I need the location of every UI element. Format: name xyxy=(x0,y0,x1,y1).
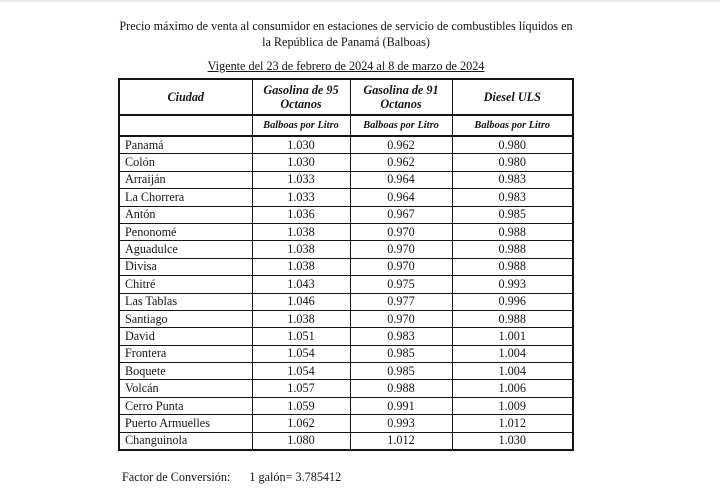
cell-ciudad: Frontera xyxy=(119,345,252,362)
scan-edge-shadow xyxy=(0,0,720,3)
cell-diesel-uls: 0.996 xyxy=(452,293,573,310)
cell-diesel-uls: 0.988 xyxy=(452,258,573,275)
cell-diesel-uls: 1.012 xyxy=(452,415,573,432)
cell-ciudad: Penonomé xyxy=(119,223,252,240)
cell-diesel-uls: 1.006 xyxy=(452,380,573,397)
cell-gasolina-91: 0.964 xyxy=(350,189,452,206)
cell-diesel-uls: 1.004 xyxy=(452,345,573,362)
cell-gasolina-91: 1.012 xyxy=(350,432,452,450)
table-body xyxy=(119,136,573,450)
cell-ciudad: Divisa xyxy=(119,258,252,275)
table-row xyxy=(119,206,573,223)
table-row xyxy=(119,171,573,188)
conversion-factor-line xyxy=(122,470,341,485)
document-validity-subtitle: Vigente del 23 de febrero de 2024 al 8 de marzo de 2024 xyxy=(207,59,485,73)
table-row xyxy=(119,397,573,414)
table-row xyxy=(119,276,573,293)
fuel-price-table xyxy=(118,78,574,451)
cell-gasolina-91: 0.988 xyxy=(350,380,452,397)
column-header-ciudad: Ciudad xyxy=(119,79,252,115)
cell-diesel-uls: 0.983 xyxy=(452,171,573,188)
cell-gasolina-91: 0.962 xyxy=(350,136,452,154)
cell-ciudad: Las Tablas xyxy=(119,293,252,310)
table-row xyxy=(119,293,573,310)
cell-diesel-uls: 0.985 xyxy=(452,206,573,223)
table-row xyxy=(119,363,573,380)
cell-gasolina-95: 1.043 xyxy=(252,276,350,293)
cell-gasolina-95: 1.033 xyxy=(252,171,350,188)
table-row xyxy=(119,189,573,206)
cell-ciudad: David xyxy=(119,328,252,345)
conversion-factor-label: Factor de Conversión: xyxy=(122,470,231,484)
cell-diesel-uls: 1.004 xyxy=(452,363,573,380)
cell-diesel-uls: 0.988 xyxy=(452,310,573,327)
cell-gasolina-95: 1.038 xyxy=(252,223,350,240)
document-title: Precio máximo de venta al consumidor en estaciones de servicio de combustibles líquidos en la República de Panamá (Balboas) xyxy=(119,19,573,49)
cell-gasolina-95: 1.038 xyxy=(252,258,350,275)
table-row xyxy=(119,258,573,275)
cell-gasolina-95: 1.059 xyxy=(252,397,350,414)
cell-gasolina-95: 1.057 xyxy=(252,380,350,397)
cell-gasolina-91: 0.964 xyxy=(350,171,452,188)
cell-gasolina-91: 0.985 xyxy=(350,345,452,362)
cell-gasolina-91: 0.970 xyxy=(350,258,452,275)
subheader-unit-gasolina-95: Balboas por Litro xyxy=(252,115,350,136)
cell-gasolina-95: 1.054 xyxy=(252,345,350,362)
cell-gasolina-95: 1.036 xyxy=(252,206,350,223)
cell-gasolina-91: 0.962 xyxy=(350,154,452,171)
table-row xyxy=(119,345,573,362)
cell-diesel-uls: 1.001 xyxy=(452,328,573,345)
cell-gasolina-95: 1.038 xyxy=(252,310,350,327)
header-row xyxy=(119,79,573,115)
table-row xyxy=(119,136,573,154)
unit-subheader-row xyxy=(119,115,573,136)
column-header-gasolina-95: Gasolina de 95 Octanos xyxy=(252,79,350,115)
cell-gasolina-91: 0.983 xyxy=(350,328,452,345)
cell-gasolina-91: 0.975 xyxy=(350,276,452,293)
conversion-factor-value: 1 galón= 3.785412 xyxy=(249,470,342,484)
cell-gasolina-95: 1.033 xyxy=(252,189,350,206)
cell-diesel-uls: 0.988 xyxy=(452,223,573,240)
subheader-unit-diesel-uls: Balboas por Litro xyxy=(452,115,573,136)
table-row xyxy=(119,241,573,258)
table-row xyxy=(119,310,573,327)
column-header-gasolina-91: Gasolina de 91 Octanos xyxy=(350,79,452,115)
cell-gasolina-91: 0.970 xyxy=(350,223,452,240)
cell-ciudad: Changuinola xyxy=(119,432,252,450)
subheader-unit-gasolina-91: Balboas por Litro xyxy=(350,115,452,136)
cell-diesel-uls: 0.988 xyxy=(452,241,573,258)
cell-ciudad: Colón xyxy=(119,154,252,171)
cell-ciudad: Chitré xyxy=(119,276,252,293)
table-row xyxy=(119,154,573,171)
cell-diesel-uls: 1.030 xyxy=(452,432,573,450)
table-header xyxy=(119,79,573,136)
cell-diesel-uls: 1.009 xyxy=(452,397,573,414)
column-header-diesel-uls: Diesel ULS xyxy=(452,79,573,115)
cell-ciudad: Volcán xyxy=(119,380,252,397)
cell-gasolina-95: 1.054 xyxy=(252,363,350,380)
cell-gasolina-95: 1.038 xyxy=(252,241,350,258)
table-row xyxy=(119,415,573,432)
cell-ciudad: Aguadulce xyxy=(119,241,252,258)
table-row xyxy=(119,380,573,397)
cell-gasolina-91: 0.993 xyxy=(350,415,452,432)
table-row xyxy=(119,328,573,345)
cell-ciudad: Puerto Armuelles xyxy=(119,415,252,432)
cell-gasolina-95: 1.062 xyxy=(252,415,350,432)
cell-gasolina-95: 1.051 xyxy=(252,328,350,345)
cell-ciudad: Cerro Punta xyxy=(119,397,252,414)
cell-gasolina-91: 0.991 xyxy=(350,397,452,414)
cell-gasolina-91: 0.970 xyxy=(350,310,452,327)
cell-diesel-uls: 0.993 xyxy=(452,276,573,293)
cell-ciudad: Boquete xyxy=(119,363,252,380)
cell-ciudad: Panamá xyxy=(119,136,252,154)
cell-ciudad: Antón xyxy=(119,206,252,223)
cell-diesel-uls: 0.980 xyxy=(452,154,573,171)
cell-gasolina-91: 0.967 xyxy=(350,206,452,223)
cell-ciudad: La Chorrera xyxy=(119,189,252,206)
table-row xyxy=(119,432,573,450)
cell-gasolina-91: 0.970 xyxy=(350,241,452,258)
cell-diesel-uls: 0.983 xyxy=(452,189,573,206)
cell-gasolina-95: 1.046 xyxy=(252,293,350,310)
cell-gasolina-95: 1.030 xyxy=(252,136,350,154)
cell-gasolina-95: 1.030 xyxy=(252,154,350,171)
cell-ciudad: Arraiján xyxy=(119,171,252,188)
cell-diesel-uls: 0.980 xyxy=(452,136,573,154)
cell-gasolina-91: 0.985 xyxy=(350,363,452,380)
subheader-ciudad-empty xyxy=(119,115,252,136)
cell-gasolina-91: 0.977 xyxy=(350,293,452,310)
cell-gasolina-95: 1.080 xyxy=(252,432,350,450)
table-row xyxy=(119,223,573,240)
cell-ciudad: Santiago xyxy=(119,310,252,327)
